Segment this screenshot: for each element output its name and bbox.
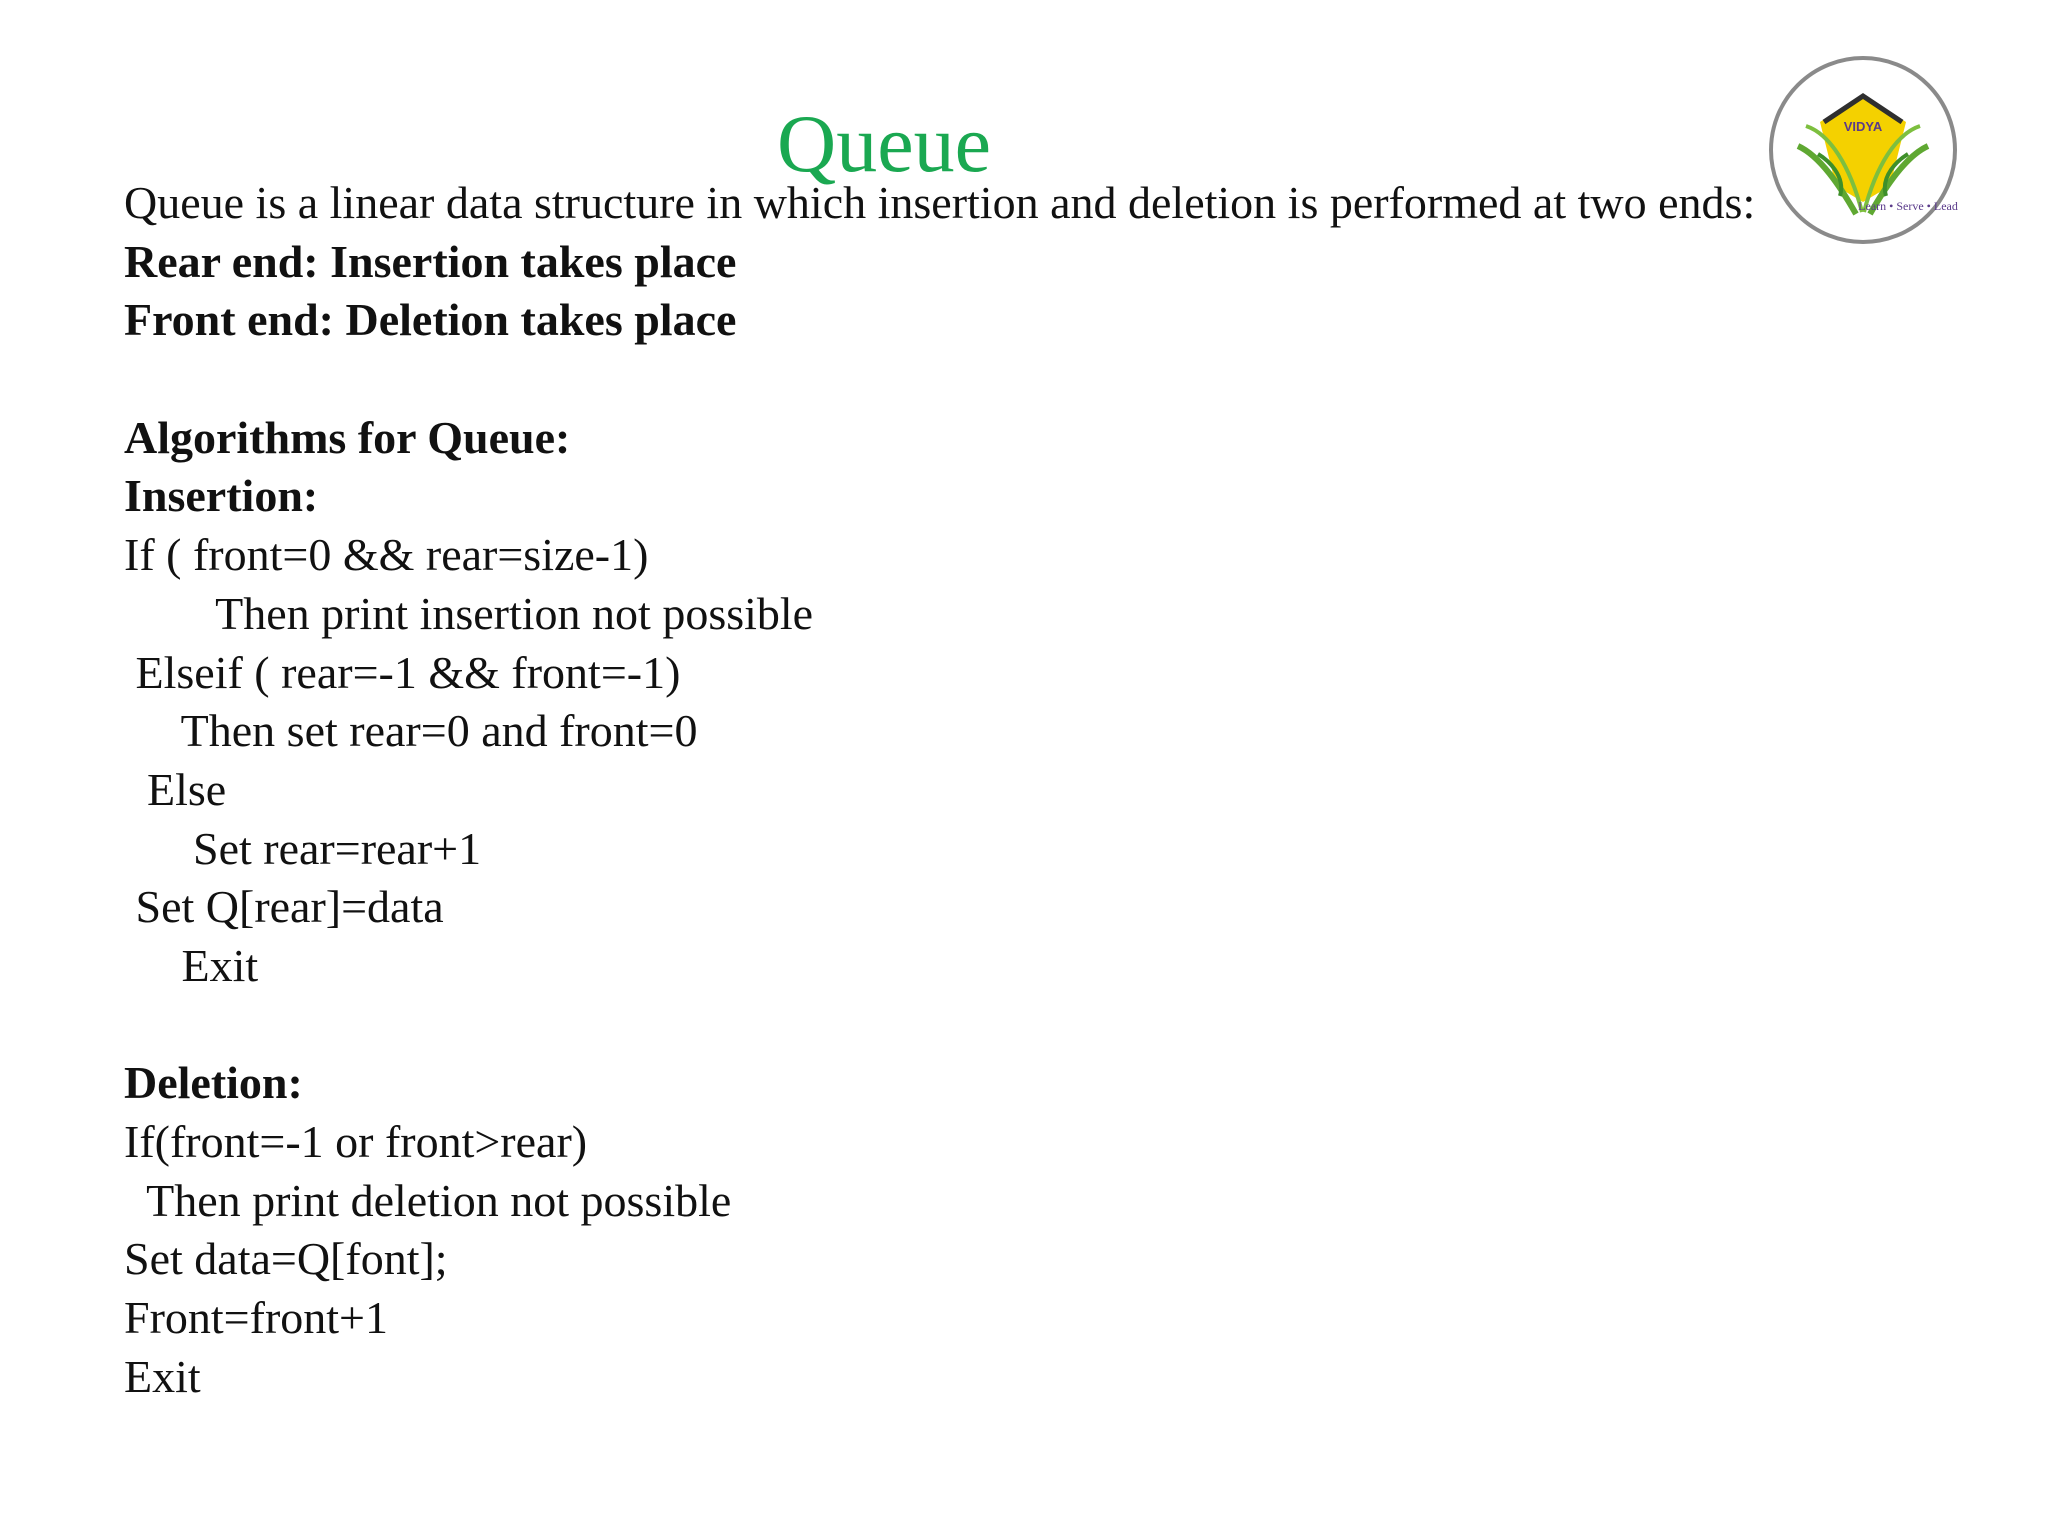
text-line: Insertion: (124, 470, 319, 522)
text-line: Set Q[rear]=data (124, 881, 444, 933)
text-line: Front=front+1 (124, 1292, 388, 1344)
text-line: Elseif ( rear=-1 && front=-1) (124, 646, 681, 698)
logo-tagline: Learn • Serve • Lead (1858, 199, 1958, 213)
text-line: Rear end: Insertion takes place (124, 235, 737, 287)
text-line: Set data=Q[font]; (124, 1233, 448, 1285)
text-line: Else (124, 763, 227, 815)
text-line: Then set rear=0 and front=0 (124, 705, 698, 757)
text-line: Queue is a linear data structure in which insertion and deletion is performed at two ends: (124, 177, 1756, 228)
slide-title: Queue (776, 98, 991, 189)
text-line: Set rear=rear+1 (124, 822, 482, 874)
text-line: If ( front=0 && rear=size-1) (124, 529, 649, 581)
text-line: Front end: Deletion takes place (124, 294, 737, 346)
logo-name: VIDYA (1843, 119, 1883, 134)
text-line: Exit (124, 939, 259, 991)
text-line: If(front=-1 or front>rear) (124, 1116, 588, 1167)
text-line: Algorithms for Queue: (124, 411, 571, 463)
text-line: Exit (124, 1350, 201, 1402)
text-line: Then print deletion not possible (124, 1174, 732, 1226)
blank-line (124, 996, 1884, 1055)
slide-body (124, 174, 1884, 1406)
text-line: Deletion: (124, 1057, 303, 1109)
blank-line (124, 350, 1884, 409)
text-line: Then print insertion not possible (124, 587, 814, 639)
